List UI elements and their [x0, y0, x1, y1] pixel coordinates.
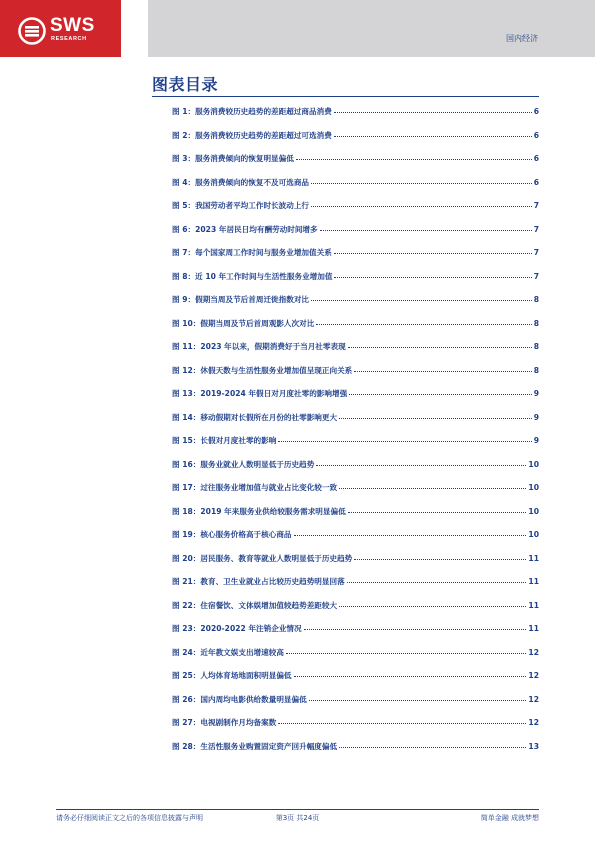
- toc-leader-dots: [311, 205, 532, 207]
- toc-entry-page: 10: [528, 483, 539, 492]
- toc-entry-page: 8: [533, 342, 539, 351]
- toc-entry[interactable]: [172, 294, 539, 318]
- toc-entry-label: 图 28：生活性服务业购置固定资产回升幅度偏低: [172, 741, 338, 751]
- toc-leader-dots: [348, 346, 532, 348]
- toc-entry[interactable]: [172, 482, 539, 506]
- toc-entry-label: 图 9：假期当周及节后首周迁徙指数对比: [172, 295, 310, 304]
- toc-leader-dots: [320, 229, 532, 231]
- toc-leader-dots: [334, 276, 531, 278]
- toc-leader-dots: [311, 182, 532, 184]
- toc-entry-page: 6: [533, 177, 539, 187]
- toc-leader-dots: [316, 464, 526, 466]
- toc-entry[interactable]: [172, 106, 539, 130]
- toc-entry-label: 图 17：过往服务业增加值与就业占比变化较一致: [172, 483, 338, 492]
- toc-entry-page: 11: [528, 553, 539, 563]
- toc-entry-page: 9: [533, 412, 539, 422]
- toc-entry-label: 图 4：服务消费倾向的恢复不及可选商品: [172, 177, 310, 187]
- toc-entry[interactable]: [172, 647, 539, 671]
- toc-entry-label: 图 10：假期当周及节后首周观影人次对比: [172, 318, 315, 328]
- toc-leader-dots: [311, 299, 532, 301]
- footer-divider: [56, 809, 539, 810]
- toc-entry[interactable]: [172, 224, 539, 248]
- toc-leader-dots: [304, 628, 527, 630]
- toc-entry-page: 10: [528, 459, 539, 469]
- toc-leader-dots: [334, 252, 532, 254]
- footer-page-info: 第3页 共24页: [275, 814, 320, 822]
- toc-entry[interactable]: [172, 412, 539, 436]
- toc-entry-label: 图 25：人均体育场地面积明显偏低: [172, 671, 292, 680]
- toc-title: 图表目录: [152, 75, 219, 94]
- toc-entry[interactable]: [172, 459, 539, 483]
- toc-entry-page: 9: [533, 436, 539, 445]
- toc-leader-dots: [354, 558, 526, 560]
- toc-entry[interactable]: [172, 741, 539, 765]
- toc-entry-label: 图 27：电视剧制作月均备案数: [172, 718, 277, 727]
- toc-entry[interactable]: [172, 341, 539, 365]
- toc-entry-label: 图 6：2023 年居民日均有酬劳动时间增多: [172, 224, 318, 234]
- toc-entry-page: 10: [528, 530, 539, 539]
- toc-list: [172, 106, 539, 764]
- sws-logo: [18, 14, 118, 48]
- toc-entry[interactable]: [172, 670, 539, 694]
- toc-entry[interactable]: [172, 365, 539, 389]
- toc-leader-dots: [316, 323, 531, 325]
- toc-entry-label: 图 8：近 10 年工作时间与生活性服务业增加值: [172, 271, 333, 281]
- toc-entry-label: 图 16：服务业就业人数明显低于历史趋势: [172, 459, 315, 469]
- toc-leader-dots: [339, 417, 532, 419]
- toc-entry-page: 8: [533, 365, 539, 375]
- toc-entry[interactable]: [172, 388, 539, 412]
- toc-entry-label: 图 21：教育、卫生业就业占比较历史趋势明显回落: [172, 577, 345, 586]
- toc-leader-dots: [294, 534, 527, 536]
- toc-entry-label: 图 19：核心服务价格高于核心商品: [172, 530, 292, 539]
- toc-leader-dots: [309, 699, 527, 701]
- toc-entry-label: 图 5：我国劳动者平均工作时长波动上行: [172, 201, 310, 210]
- toc-leader-dots: [349, 393, 532, 395]
- toc-entry[interactable]: [172, 435, 539, 459]
- toc-leader-dots: [339, 487, 526, 489]
- toc-leader-dots: [348, 511, 527, 513]
- toc-leader-dots: [278, 722, 526, 724]
- toc-entry[interactable]: [172, 576, 539, 600]
- logo-wordmark: SWS: [50, 15, 95, 36]
- title-divider: [152, 96, 539, 97]
- toc-entry[interactable]: [172, 600, 539, 624]
- toc-entry-page: 7: [533, 224, 539, 234]
- toc-leader-dots: [354, 370, 531, 372]
- toc-entry[interactable]: [172, 694, 539, 718]
- section-tag: 国内经济: [506, 34, 538, 43]
- toc-entry-page: 6: [533, 107, 539, 116]
- toc-entry-label: 图 12：休假天数与生活性服务业增加值呈现正向关系: [172, 365, 353, 375]
- logo-subtext: RESEARCH: [51, 36, 87, 42]
- toc-leader-dots: [334, 111, 532, 113]
- toc-entry-page: 12: [528, 694, 539, 704]
- toc-entry-page: 10: [528, 506, 539, 516]
- toc-entry-page: 8: [533, 318, 539, 328]
- toc-entry[interactable]: [172, 130, 539, 154]
- toc-entry-page: 11: [528, 624, 539, 633]
- toc-entry[interactable]: [172, 247, 539, 271]
- toc-entry[interactable]: [172, 506, 539, 530]
- sws-logo-icon: [18, 17, 46, 45]
- toc-entry[interactable]: [172, 200, 539, 224]
- toc-entry-label: 图 20：居民服务、教育等就业人数明显低于历史趋势: [172, 553, 353, 563]
- toc-entry[interactable]: [172, 318, 539, 342]
- toc-entry-label: 图 13：2019-2024 年假日对月度社零的影响增强: [172, 389, 348, 398]
- toc-leader-dots: [339, 605, 526, 607]
- toc-entry[interactable]: [172, 271, 539, 295]
- toc-entry-page: 11: [528, 600, 539, 610]
- toc-leader-dots: [294, 675, 527, 677]
- toc-entry-page: 12: [528, 647, 539, 657]
- toc-entry-label: 图 15：长假对月度社零的影响: [172, 436, 277, 445]
- toc-leader-dots: [286, 652, 526, 654]
- toc-entry-page: 7: [533, 248, 539, 257]
- toc-entry-label: 图 22：住宿餐饮、文体娱增加值较趋势差距较大: [172, 600, 338, 610]
- toc-entry[interactable]: [172, 177, 539, 201]
- toc-entry-label: 图 18：2019 年来服务业供给较服务需求明显偏低: [172, 506, 346, 516]
- toc-leader-dots: [339, 746, 526, 748]
- toc-entry-page: 13: [528, 741, 539, 751]
- toc-entry-label: 图 3：服务消费倾向的恢复明显偏低: [172, 154, 294, 163]
- toc-entry-page: 12: [528, 718, 539, 727]
- toc-entry-page: 7: [533, 201, 539, 210]
- toc-entry[interactable]: [172, 529, 539, 553]
- toc-entry-page: 7: [533, 271, 539, 281]
- footer-slogan: 简单金融 成就梦想: [480, 814, 539, 822]
- toc-entry-page: 6: [533, 130, 539, 140]
- toc-leader-dots: [347, 581, 527, 583]
- toc-entry-page: 6: [533, 154, 539, 163]
- toc-entry-label: 图 24：近年教文娱支出增速较高: [172, 647, 284, 657]
- toc-leader-dots: [296, 158, 532, 160]
- toc-entry-label: 图 2：服务消费较历史趋势的差距超过可选消费: [172, 130, 332, 140]
- toc-entry-page: 9: [533, 389, 539, 398]
- toc-entry-label: 图 14：移动假期对长假所在月份的社零影响更大: [172, 412, 338, 422]
- toc-entry-label: 图 1：服务消费较历史趋势的差距超过商品消费: [172, 107, 332, 116]
- footer-disclaimer: 请务必仔细阅读正文之后的各项信息披露与声明: [56, 814, 203, 822]
- toc-entry-page: 11: [528, 577, 539, 586]
- toc-entry[interactable]: [172, 623, 539, 647]
- toc-entry-label: 图 11：2023 年以来，假期消费好于当月社零表现: [172, 342, 346, 351]
- toc-leader-dots: [278, 440, 531, 442]
- toc-leader-dots: [334, 135, 532, 137]
- toc-entry-page: 8: [533, 295, 539, 304]
- toc-entry[interactable]: [172, 553, 539, 577]
- toc-entry-label: 图 7：每个国家周工作时间与服务业增加值关系: [172, 248, 332, 257]
- toc-entry-label: 图 26：国内周均电影供给数量明显偏低: [172, 694, 307, 704]
- toc-entry-label: 图 23：2020-2022 年注销企业情况: [172, 624, 302, 633]
- toc-entry[interactable]: [172, 717, 539, 741]
- header-band: [148, 0, 595, 57]
- toc-entry[interactable]: [172, 153, 539, 177]
- toc-entry-page: 12: [528, 671, 539, 680]
